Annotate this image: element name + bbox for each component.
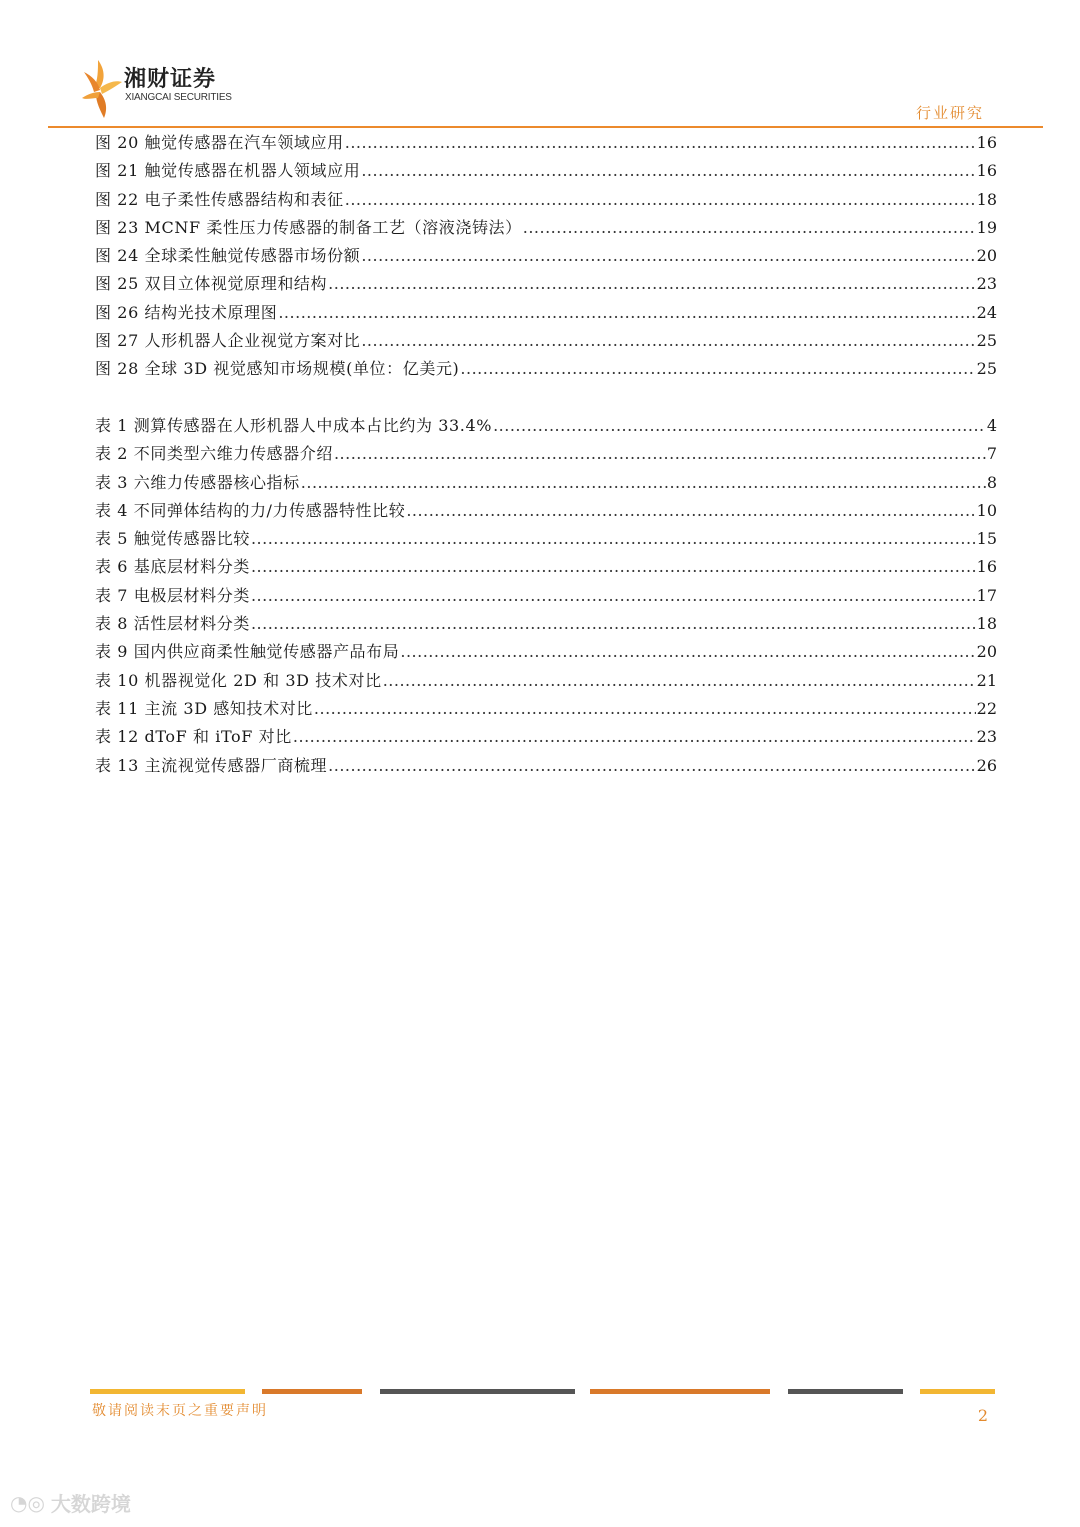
toc-entry-label: 表 11 主流 3D 感知技术对比: [95, 698, 313, 718]
toc-leader: [293, 723, 976, 751]
figure-list: [95, 129, 997, 384]
brand-logo: [80, 58, 240, 120]
toc-entry-label: 图 27 人形机器人企业视觉方案对比: [95, 331, 361, 351]
toc-entry[interactable]: [95, 355, 997, 383]
toc-leader: [361, 157, 975, 185]
toc-entry[interactable]: [95, 752, 997, 780]
toc-leader: [361, 242, 975, 270]
toc-entry[interactable]: [95, 327, 997, 355]
toc-leader: [251, 525, 976, 553]
toc-entry[interactable]: [95, 242, 997, 270]
toc-entry[interactable]: [95, 695, 997, 723]
brand-name-en: XIANGCAI SECURITIES: [125, 92, 232, 103]
toc-entry-page: 20: [976, 642, 997, 662]
footer-divider: [90, 1389, 995, 1394]
toc-entry[interactable]: [95, 129, 997, 157]
toc-entry-page: 7: [986, 444, 997, 464]
toc-entry-label: 表 9 国内供应商柔性触觉传感器产品布局: [95, 642, 400, 662]
toc-entry-label: 图 26 结构光技术原理图: [95, 302, 278, 322]
watermark-logo-icon: ◔◎: [10, 1490, 45, 1515]
toc-entry-label: 表 4 不同弹体结构的力/力传感器特性比较: [95, 500, 406, 520]
toc-entry-label: 图 22 电子柔性传感器结构和表征: [95, 189, 344, 209]
toc-entry-label: 表 6 基底层材料分类: [95, 557, 250, 577]
toc-leader: [383, 667, 976, 695]
toc-entry-page: 26: [976, 755, 997, 775]
watermark-text: 大数跨境: [50, 1492, 131, 1516]
toc-leader: [361, 327, 975, 355]
toc-leader: [460, 355, 975, 383]
toc-leader: [328, 752, 976, 780]
brand-mark-icon: [80, 58, 124, 120]
toc-leader: [328, 270, 976, 298]
toc-entry-page: 15: [976, 529, 997, 549]
toc-entry[interactable]: [95, 270, 997, 298]
watermark: [10, 1488, 131, 1517]
section-label: 行业研究: [915, 104, 984, 122]
toc-entry-page: 8: [986, 472, 997, 492]
toc-entry-page: 20: [976, 246, 997, 266]
toc-leader: [314, 695, 976, 723]
toc-entry[interactable]: [95, 299, 997, 327]
toc-entry-page: 24: [976, 302, 997, 322]
toc-entry-page: 18: [976, 614, 997, 634]
toc-entry-page: 25: [976, 359, 997, 379]
toc-entry-page: 23: [976, 727, 997, 747]
toc-leader: [334, 440, 986, 468]
toc-entry-page: 10: [976, 500, 997, 520]
toc-entry[interactable]: [95, 610, 997, 638]
toc-entry[interactable]: [95, 638, 997, 666]
toc-entry-page: 16: [976, 161, 997, 181]
toc-entry[interactable]: [95, 440, 997, 468]
page-number: 2: [977, 1406, 988, 1425]
toc-entry-label: 图 20 触觉传感器在汽车领域应用: [95, 133, 344, 152]
toc-entry-label: 表 8 活性层材料分类: [95, 614, 250, 634]
toc-entry-label: 表 3 六维力传感器核心指标: [95, 472, 300, 492]
toc-leader: [301, 469, 986, 497]
toc-leader: [493, 412, 986, 440]
footer-disclaimer: 敬请阅读末页之重要声明: [92, 1403, 268, 1419]
toc-entry-label: 图 21 触觉传感器在机器人领域应用: [95, 161, 361, 181]
table-list: [95, 412, 997, 780]
toc-entry-label: 表 1 测算传感器在人形机器人中成本占比约为 33.4%: [95, 416, 493, 435]
toc-entry[interactable]: [95, 667, 997, 695]
toc-entry[interactable]: [95, 186, 997, 214]
toc-entry[interactable]: [95, 723, 997, 751]
toc-entry-page: 23: [976, 274, 997, 294]
header-divider: [48, 126, 1043, 128]
toc-entry-label: 表 13 主流视觉传感器厂商梳理: [95, 755, 328, 775]
toc-leader: [251, 553, 976, 581]
toc-entry-label: 图 24 全球柔性触觉传感器市场份额: [95, 246, 361, 266]
toc-entry-page: 4: [986, 416, 997, 435]
toc-entry-label: 表 2 不同类型六维力传感器介绍: [95, 444, 333, 464]
toc-leader: [345, 186, 976, 214]
toc-entry-label: 表 12 dToF 和 iToF 对比: [95, 727, 292, 747]
toc-leader: [523, 214, 976, 242]
toc-leader: [400, 638, 975, 666]
toc-entry[interactable]: [95, 469, 997, 497]
toc-entry-page: 21: [976, 670, 997, 690]
toc-entry[interactable]: [95, 497, 997, 525]
toc-entry-label: 表 10 机器视觉化 2D 和 3D 技术对比: [95, 670, 382, 690]
brand-name-cn: 湘财证券: [124, 67, 217, 92]
toc-leader: [278, 299, 975, 327]
toc-entry[interactable]: [95, 157, 997, 185]
toc-entry[interactable]: [95, 582, 997, 610]
toc-entry-label: 表 5 触觉传感器比较: [95, 529, 250, 549]
toc-leader: [406, 497, 975, 525]
toc-entry-page: 25: [976, 331, 997, 351]
toc-entry-page: 19: [976, 217, 997, 237]
toc-entry[interactable]: [95, 214, 997, 242]
toc-entry[interactable]: [95, 553, 997, 581]
toc-entry-page: 17: [976, 585, 997, 605]
toc-entry-label: 图 28 全球 3D 视觉感知市场规模(单位：亿美元): [95, 359, 460, 379]
toc-entry-label: 图 23 MCNF 柔性压力传感器的制备工艺（溶液浇铸法）: [95, 217, 522, 237]
toc-entry-page: 18: [976, 189, 997, 209]
toc-entry[interactable]: [95, 525, 997, 553]
toc-entry-page: 16: [976, 557, 997, 577]
toc-leader: [251, 610, 976, 638]
toc-entry-page: 16: [976, 133, 997, 152]
toc-entry[interactable]: [95, 412, 997, 440]
toc-entry-label: 表 7 电极层材料分类: [95, 585, 250, 605]
toc-leader: [251, 582, 976, 610]
toc-entry-page: 22: [976, 698, 997, 718]
toc-leader: [345, 129, 976, 157]
toc-entry-label: 图 25 双目立体视觉原理和结构: [95, 274, 328, 294]
